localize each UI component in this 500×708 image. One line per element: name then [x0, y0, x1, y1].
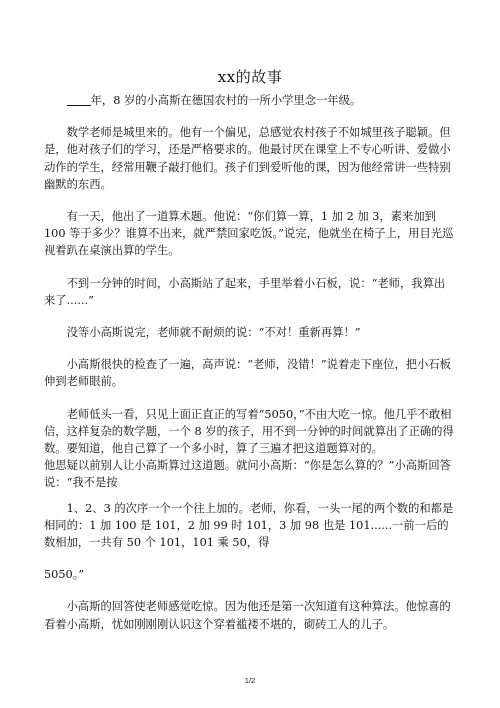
paragraph-6: 小高斯很快的检查了一遍，高声说：“老师，没错！”说着走下座位，把小石板伸到老师眼前。: [44, 358, 451, 389]
paragraph-11: 小高斯的回答使老师感觉吃惊。因为他还是第一次知道有这种算法。他惊喜的看着小高斯，忧如刚刚刚认识这个穿着褴褛不堪的，砌砖工人的儿子。: [44, 600, 451, 631]
document-body: [44, 92, 454, 633]
paragraph-7: 老师低头一看，只见上面正直正的写着“5050，”不由大吃一惊。他几乎不敢相信，这样复杂的数学题，一个 8 岁的孩子，用不到一分钟的时间就算出了正确的得数。要知道，他自己算了一个多小时，算了三遍才把这道题算对的。: [44, 407, 454, 456]
paragraph-1-text: 年，8 岁的小高斯在德国农村的一所小学里念一年级。: [90, 94, 362, 107]
paragraph-2: 数学老师是城里来的。他有一个偏见，总感觉农村孩子不如城里孩子聪颖。但是，他对孩子们的学习，还是严格要求的。他最讨厌在课堂上不专心听讲、爱做小动作的学生，经常用鞭子敲打他们。孩子们到爱听他的课，因为他经常讲一些特别幽默的东西。: [44, 126, 451, 191]
paragraph-10: 5050。”: [44, 568, 85, 582]
paragraph-4: 不到一分钟的时间，小高斯站了起来，手里举着小石板，说：“老师，我算出来了......”: [44, 276, 446, 307]
page-number: 1/2: [244, 676, 256, 685]
paragraph-3: 有一天，他出了一道算术题。他说：“你们算一算，1 加 2 加 3，素来加到 100 等于多少？谁算不出来，就严禁回家吃饭。”说完，他就坐在椅子上，用目光巡视着趴在桌演出算的学生。: [44, 210, 454, 258]
document-title: xx的故事: [217, 68, 283, 86]
paragraph-1: [44, 92, 454, 109]
paragraph-8: 他思疑以前别人让小高斯算过这道题。就问小高斯：“你是怎么算的？”小高斯回答说：“我不是按: [44, 459, 451, 490]
paragraph-5: 没等小高斯说完，老师就不耐烦的说：“不对！重新再算！”: [66, 326, 361, 340]
paragraph-9: 1、2、3 的次序一个一个往上加的。老师，你看，一头一尾的两个数的和都是相同的：1 加 100 是 101，2 加 99 时 101，3 加 98 也是 101......一前一后的数相加，一共有 50 个 101，101 乘 50，得: [44, 501, 454, 550]
fill-in-blank: [67, 94, 91, 106]
